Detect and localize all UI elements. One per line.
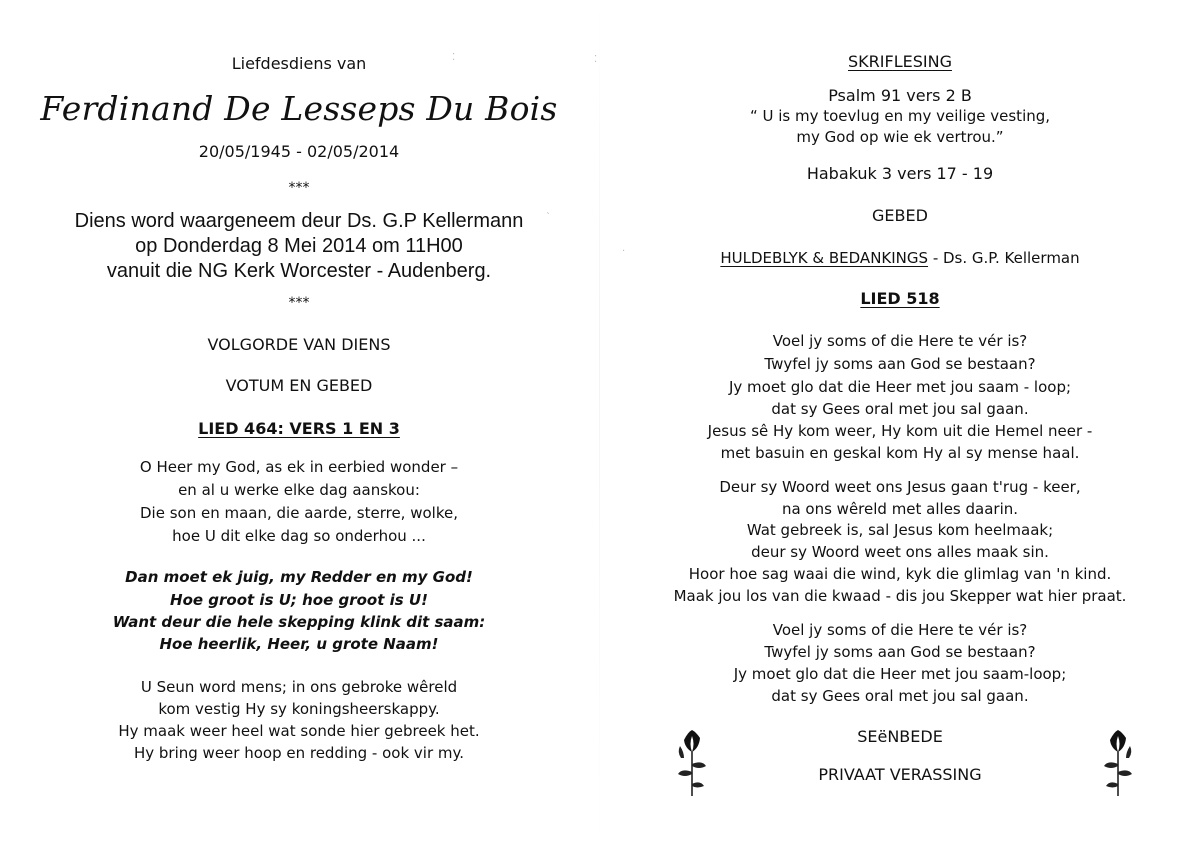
hymn-518-line: Jy moet glo dat die Heer met jou saam-loop; [733,665,1067,683]
rose-icon [1098,728,1138,798]
hymn-518-line: deur sy Woord weet ons alles maak sin. [751,543,1049,561]
hymn-518-line: met basuin en geskal kom Hy al sy mense haal. [720,444,1080,462]
scan-speck: ⁚ [452,52,456,63]
service-line: op Donderdag 8 Mei 2014 om 11H00 [135,235,463,257]
hymn-464-line: O Heer my God, as ek in eerbied wonder – [139,458,459,476]
votum-heading: VOTUM EN GEBED [225,376,373,395]
hymn-464-line: Hy maak weer heel wat sonde hier gebreek het. [118,722,480,740]
hymn-518-line: Wat gebreek is, sal Jesus kom heelmaak; [746,521,1054,539]
habakuk-reference: Habakuk 3 vers 17 - 19 [806,164,994,183]
hymn-464-line: kom vestig Hy sy koningsheerskappy. [158,700,440,718]
psalm-quote-line: my God op wie ek vertrou.” [796,128,1004,146]
hymn-464-line: hoe U dit elke dag so onderhou ... [172,527,426,545]
hymn-518-line: Voel jy soms of die Here te vér is? [772,621,1028,639]
intro-line: Liefdesdiens van [231,54,367,73]
scan-speck: ⁚ [594,54,598,65]
scan-speck: · [622,246,626,257]
scripture-reading-title: SKRIFLESING [848,52,952,71]
tribute-minister: - Ds. G.P. Kellerman [928,249,1080,267]
chorus-line: Hoe groot is U; hoe groot is U! [170,591,428,609]
hymn-518-line: Jy moet glo dat die Heer met jou saam - loop; [728,378,1072,396]
deceased-name: Ferdinand De Lesseps Du Bois [40,89,558,128]
hymn-464-line: Hy bring weer hoop en redding - ook vir my. [133,744,465,762]
hymn-518-line: Twyfel jy soms aan God se bestaan? [764,643,1036,661]
separator: *** [288,295,310,311]
hymn-518-line: Twyfel jy soms aan God se bestaan? [764,355,1036,373]
chorus-line: Hoe heerlik, Heer, u grote Naam! [159,635,439,653]
hymn-464-line: U Seun word mens; in ons gebroke wêreld [140,678,458,696]
hymn-518-title: LIED 518 [860,289,940,308]
blessing-heading: SEëNBEDE [857,727,943,746]
hymn-464-title: LIED 464: VERS 1 EN 3 [198,419,400,438]
service-line: Diens word waargeneem deur Ds. G.P Kellermann [74,210,524,232]
hymn-518-line: dat sy Gees oral met jou sal gaan. [771,400,1029,418]
tribute-line [600,251,1200,266]
hymn-464-line: Die son en maan, die aarde, sterre, wolke, [140,504,458,522]
order-of-service-title: VOLGORDE VAN DIENS [207,335,391,354]
hymn-518-line: Voel jy soms of die Here te vér is? [772,332,1028,350]
private-cremation: PRIVAAT VERASSING [818,765,982,784]
hymn-464-line: en al u werke elke dag aanskou: [178,481,420,499]
chorus-line: Want deur die hele skepping klink dit saam: [112,613,486,631]
prayer-heading: GEBED [872,206,928,225]
rose-icon [672,728,712,798]
hymn-518-line: dat sy Gees oral met jou sal gaan. [771,687,1029,705]
scan-speck: ˋ [546,212,551,223]
hymn-518-line: na ons wêreld met alles daarin. [781,500,1019,518]
hymn-518-line: Jesus sê Hy kom weer, Hy kom uit die Hemel neer - [707,422,1093,440]
psalm-reference: Psalm 91 vers 2 B [828,86,972,105]
hymn-518-line: Maak jou los van die kwaad - dis jou Skepper wat hier praat. [673,587,1127,605]
right-page [594,0,1200,849]
life-dates: 20/05/1945 - 02/05/2014 [198,142,400,161]
psalm-quote-line: “ U is my toevlug en my veilige vesting, [749,107,1051,125]
hymn-518-line: Hoor hoe sag waai die wind, kyk die glimlag van 'n kind. [688,565,1112,583]
chorus-line: Dan moet ek juig, my Redder en my God! [125,568,473,586]
separator: *** [288,180,310,196]
hymn-518-line: Deur sy Woord weet ons Jesus gaan t'rug - keer, [719,478,1081,496]
service-line: vanuit die NG Kerk Worcester - Audenberg. [106,260,492,282]
tribute-label: HULDEBLYK & BEDANKINGS [720,249,929,267]
